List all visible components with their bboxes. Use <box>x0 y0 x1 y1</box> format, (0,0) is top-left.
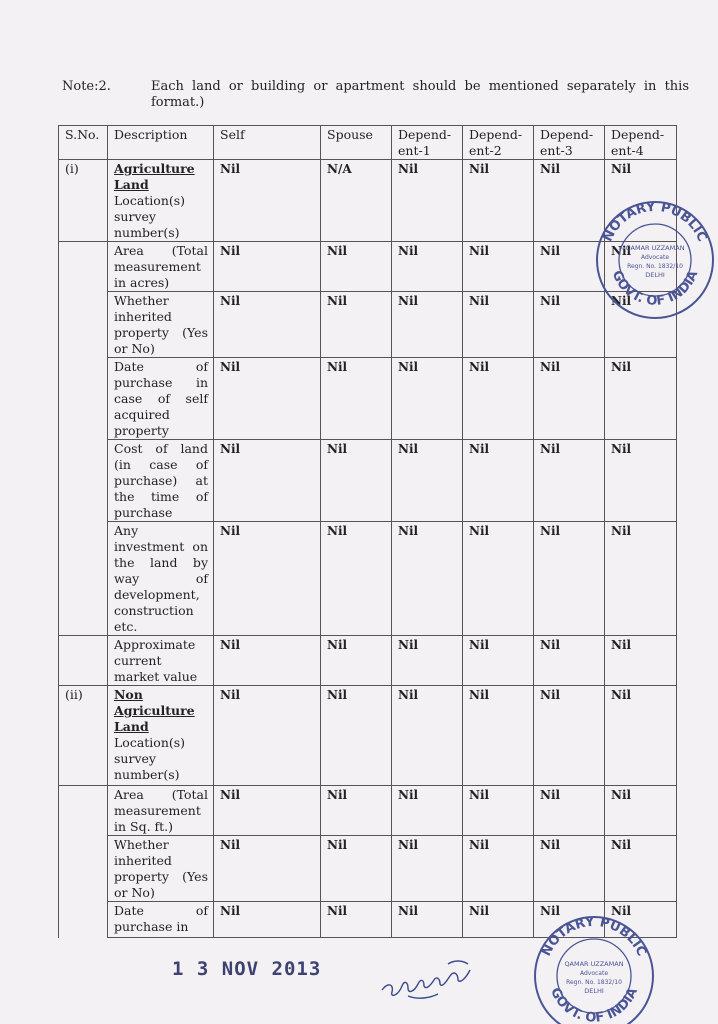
value-cell: Nil <box>534 836 605 902</box>
note-text: Each land or building or apartment should be mentioned separately in this format.) <box>151 79 689 110</box>
description-text: Date of purchase in case of self acquired property <box>114 359 208 438</box>
stamp2-name: QAMAR UZZAMAN <box>564 960 624 968</box>
value-cell: Nil <box>321 522 392 636</box>
description-cell <box>108 292 214 358</box>
value-cell: Nil <box>463 786 534 836</box>
description-text: Cost of land (in case of purchase) at the time of purchase <box>114 441 208 520</box>
stamp-top-text: NOTARY PUBLIC <box>600 199 710 245</box>
sno-cell <box>59 242 108 292</box>
value-cell: Nil <box>463 242 534 292</box>
table-row <box>59 358 677 440</box>
description-text: Location(s) survey number(s) <box>114 193 186 240</box>
value-cell: Nil <box>605 522 677 636</box>
value-cell: Nil <box>605 160 677 242</box>
value-cell: Nil <box>392 522 463 636</box>
description-cell <box>108 160 214 242</box>
value-cell: Nil <box>392 358 463 440</box>
property-table <box>58 125 677 938</box>
table-row <box>59 836 677 902</box>
header-dependent-3: Depend-ent-3 <box>534 126 605 160</box>
value-cell: Nil <box>321 292 392 358</box>
value-cell: Nil <box>463 292 534 358</box>
value-cell: Nil <box>463 686 534 786</box>
value-cell: Nil <box>534 242 605 292</box>
value-cell: Nil <box>214 902 321 938</box>
value-cell: Nil <box>214 636 321 686</box>
description-cell <box>108 242 214 292</box>
value-cell: N/A <box>321 160 392 242</box>
table-row <box>59 522 677 636</box>
value-cell: Nil <box>392 292 463 358</box>
value-cell: Nil <box>214 358 321 440</box>
table-row <box>59 242 677 292</box>
value-cell: Nil <box>605 440 677 522</box>
value-cell: Nil <box>392 440 463 522</box>
description-cell <box>108 686 214 786</box>
value-cell: Nil <box>321 836 392 902</box>
table-row <box>59 292 677 358</box>
value-cell: Nil <box>214 686 321 786</box>
value-cell: Nil <box>463 836 534 902</box>
svg-text:NOTARY PUBLIC <box>539 915 649 959</box>
value-cell: Nil <box>321 242 392 292</box>
stamp-city: DELHI <box>645 271 665 279</box>
description-text: Area (Total measurement in acres) <box>114 243 208 290</box>
header-self: Self <box>214 126 321 160</box>
header-dependent-2: Depend-ent-2 <box>463 126 534 160</box>
description-cell <box>108 522 214 636</box>
value-cell: Nil <box>534 292 605 358</box>
value-cell: Nil <box>214 440 321 522</box>
value-cell: Nil <box>463 522 534 636</box>
description-text: Area (Total measurement in Sq. ft.) <box>114 787 208 834</box>
value-cell: Nil <box>321 440 392 522</box>
value-cell: Nil <box>321 786 392 836</box>
stamp-bottom-text: GOVT. OF INDIA <box>608 268 702 309</box>
sno-cell <box>59 636 108 686</box>
sno-cell <box>59 902 108 938</box>
table-row <box>59 786 677 836</box>
description-cell <box>108 358 214 440</box>
value-cell: Nil <box>534 358 605 440</box>
stamp2-top-text: NOTARY PUBLIC <box>539 914 649 959</box>
value-cell: Nil <box>214 292 321 358</box>
value-cell: Nil <box>605 242 677 292</box>
value-cell: Nil <box>605 902 677 938</box>
stamp-regn: Regn. No. 1832/10 <box>627 263 683 270</box>
sno-cell <box>59 358 108 440</box>
value-cell: Nil <box>463 440 534 522</box>
sno-cell <box>59 292 108 358</box>
date-stamp: 1 3 NOV 2013 <box>172 958 322 980</box>
value-cell: Nil <box>534 902 605 938</box>
sno-cell <box>59 786 108 836</box>
value-cell: Nil <box>392 836 463 902</box>
table-row <box>59 160 677 242</box>
value-cell: Nil <box>463 902 534 938</box>
value-cell: Nil <box>534 522 605 636</box>
value-cell: Nil <box>392 902 463 938</box>
value-cell: Nil <box>392 242 463 292</box>
sno-cell <box>59 440 108 522</box>
value-cell: Nil <box>605 636 677 686</box>
notary-stamp-bottom <box>524 912 664 1024</box>
description-text: Any investment on the land by way of development, construction etc. <box>114 523 208 634</box>
signature <box>378 946 488 1006</box>
header-sno: S.No. <box>59 126 108 160</box>
value-cell: Nil <box>214 160 321 242</box>
stamp2-bottom-text: GOVT. OF INDIA <box>547 985 641 1024</box>
value-cell: Nil <box>392 636 463 686</box>
table-row <box>59 636 677 686</box>
stamp2-regn: Regn. No. 1832/10 <box>566 979 622 986</box>
value-cell: Nil <box>463 636 534 686</box>
description-cell <box>108 636 214 686</box>
value-cell: Nil <box>534 686 605 786</box>
note-label: Note:2. <box>62 79 111 94</box>
header-description: Description <box>108 126 214 160</box>
description-cell <box>108 786 214 836</box>
value-cell: Nil <box>605 358 677 440</box>
value-cell: Nil <box>214 786 321 836</box>
value-cell: Nil <box>214 836 321 902</box>
stamp-name: QAMAR UZZAMAN <box>625 244 685 252</box>
value-cell: Nil <box>463 160 534 242</box>
stamp2-role: Advocate <box>579 970 609 977</box>
sno-cell <box>59 836 108 902</box>
sno-cell <box>59 522 108 636</box>
value-cell: Nil <box>321 686 392 786</box>
description-text: Date of purchase in <box>114 903 208 934</box>
table-row <box>59 686 677 786</box>
value-cell: Nil <box>534 636 605 686</box>
header-spouse: Spouse <box>321 126 392 160</box>
description-cell <box>108 902 214 938</box>
description-text: Whether inherited property (Yes or No) <box>114 293 208 356</box>
stamp-role: Advocate <box>640 254 670 261</box>
section-title: Agriculture Land <box>114 161 195 192</box>
value-cell: Nil <box>534 440 605 522</box>
table-row <box>59 440 677 522</box>
value-cell: Nil <box>463 358 534 440</box>
value-cell: Nil <box>321 902 392 938</box>
header-dependent-4: Depend-ent-4 <box>605 126 677 160</box>
notary-stamp-top <box>594 192 716 330</box>
value-cell: Nil <box>321 636 392 686</box>
svg-text:NOTARY PUBLIC <box>600 200 709 244</box>
header-row <box>59 126 677 160</box>
description-cell <box>108 836 214 902</box>
description-text: Approximate current market value <box>114 637 198 684</box>
sno-cell: (i) <box>59 160 108 242</box>
section-title: Non Agriculture Land <box>114 687 195 734</box>
value-cell: Nil <box>605 686 677 786</box>
value-cell: Nil <box>214 242 321 292</box>
description-cell <box>108 440 214 522</box>
header-dependent-1: Depend-ent-1 <box>392 126 463 160</box>
value-cell: Nil <box>534 786 605 836</box>
description-text: Location(s) survey number(s) <box>114 735 186 782</box>
value-cell: Nil <box>534 160 605 242</box>
sno-cell: (ii) <box>59 686 108 786</box>
value-cell: Nil <box>605 836 677 902</box>
value-cell: Nil <box>392 786 463 836</box>
value-cell: Nil <box>605 292 677 358</box>
description-text: Whether inherited property (Yes or No) <box>114 837 208 900</box>
value-cell: Nil <box>214 522 321 636</box>
value-cell: Nil <box>392 160 463 242</box>
value-cell: Nil <box>321 358 392 440</box>
value-cell: Nil <box>392 686 463 786</box>
value-cell: Nil <box>605 786 677 836</box>
stamp2-city: DELHI <box>584 987 604 995</box>
